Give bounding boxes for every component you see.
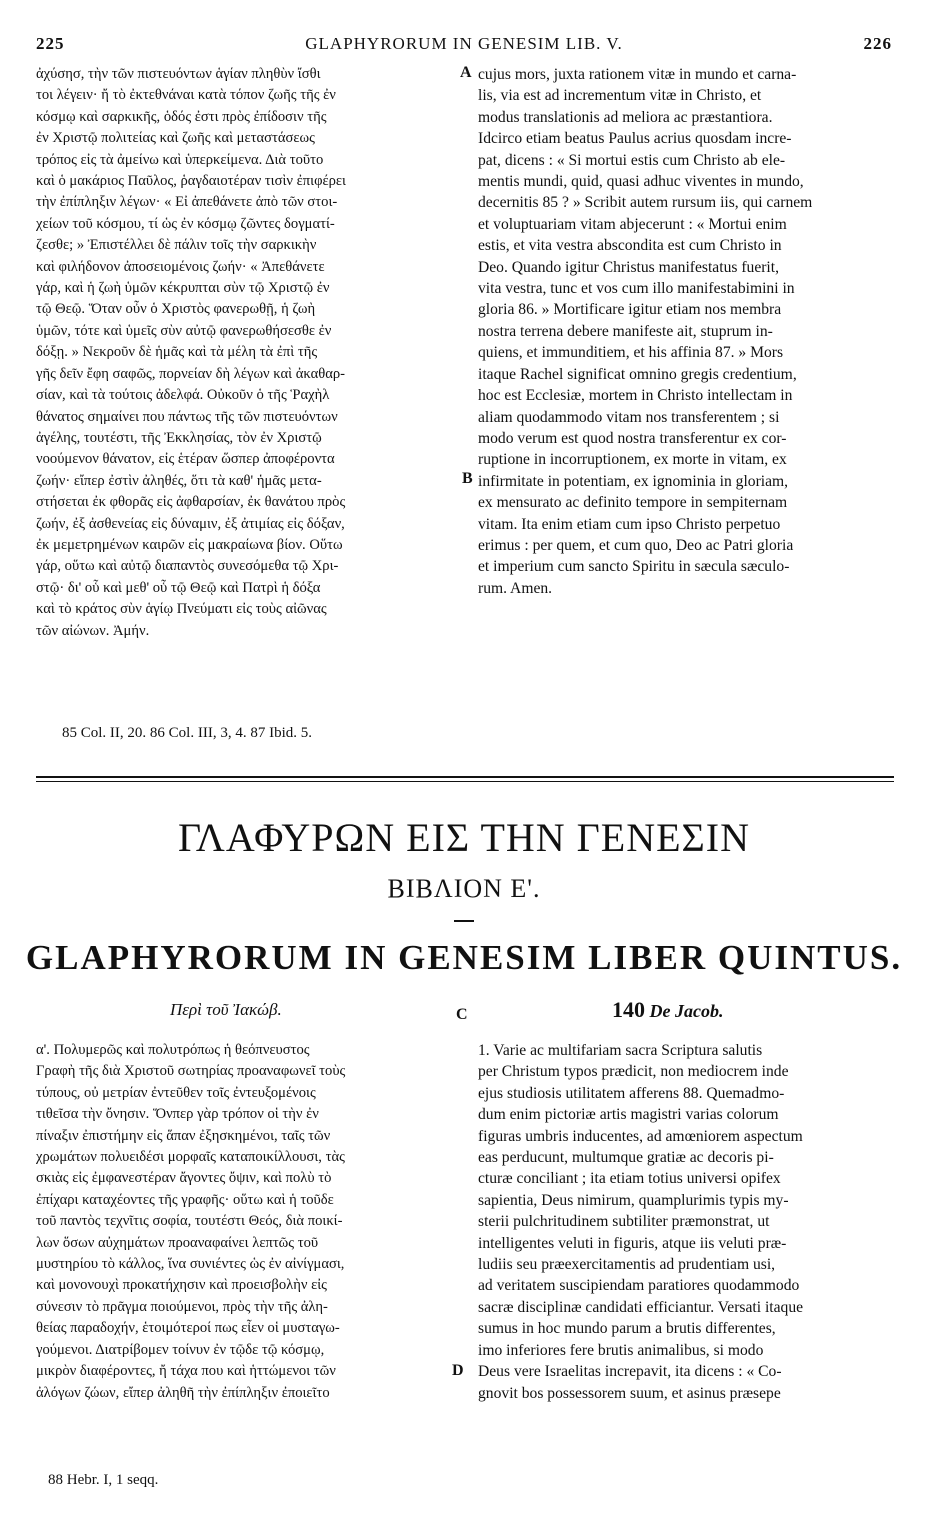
text-line: μυστηρίου τὸ κάλλος, ἵνα συνιέντες ὡς ἐν αἰνίγμασι, — [36, 1256, 345, 1273]
text-line: modo verum est quod nostra transferentur ex cor- — [478, 429, 787, 447]
text-line: δόξῃ. » Νεκροῦν δὲ ἡμᾶς καὶ τὰ μέλη τὰ ἐπὶ τῆς — [36, 344, 318, 361]
text-line: ζωήν· εἴπερ ἐστὶν ἀληθές, ὅτι τὰ καθ' ἡμᾶς μετα- — [36, 472, 322, 489]
text-line: dum enim pictoriæ artis magistri varias colorum — [478, 1106, 779, 1124]
text-line: θάνατος σημαίνει που πάντως τῆς τῶν πιστευόντων — [36, 408, 338, 425]
margin-marker-d: D — [452, 1362, 464, 1379]
text-line: σκιὰς εἰς ἐμφανεστέραν ἄγοντες ὄψιν, καὶ πολὺ τὸ — [36, 1170, 332, 1187]
text-line: τρόπος εἰς τὰ ἀμείνω καὶ ὑπερκείμενα. Διὰ τοῦτο — [36, 151, 324, 168]
text-line: intelligentes veluti in figuris, atque iis veluti præ- — [478, 1234, 787, 1252]
text-line: ἀλόγων ζώων, εἴπερ ἀληθῆ τὴν ἐπίπληξιν ἐποιεῖτο — [36, 1384, 330, 1401]
text-line: gloria 86. » Mortificare igitur etiam nos membra — [478, 301, 782, 319]
text-line: ζεσθε; » Ἐπιστέλλει δὲ πάλιν τοῖς τὴν σαρκικὴν — [36, 237, 317, 254]
margin-marker-a: A — [460, 64, 472, 81]
text-line: μικρὸν διαφέροντες, ἤ τάχα που καὶ ἡττώμενοι τῶν — [36, 1363, 336, 1380]
latin-section-heading — [612, 997, 723, 1023]
latin-title: GLAPHYRORUM IN GENESIM LIBER QUINTUS. — [25, 938, 903, 977]
text-line: καὶ φιλήδονον ἀποσειομένοις ζωήν· « Ἀπεθάνετε — [36, 258, 325, 275]
text-line: vitam. Ita enim etiam cum ipso Christo perpetuo — [478, 515, 781, 533]
text-line: lis, via est ad incrementum vitæ in Christo, et — [478, 87, 762, 105]
text-line: aliam quodammodo vitam nos transferentem ; si — [478, 408, 780, 426]
text-line: Deo. Quando igitur Christus manifestatus fuerit, — [478, 258, 779, 276]
text-line: figuras umbris inducentes, ad amœniorem aspectum — [478, 1127, 803, 1145]
text-line: καὶ τὸ κράτος σὺν ἁγίῳ Πνεύματι εἰς τοὺς αἰῶνας — [36, 601, 327, 618]
text-line: hoc est Ecclesiæ, mortem in Christo intellectam in — [478, 387, 793, 405]
text-line: cturæ conciliant ; ita etiam totius universi opifex — [478, 1170, 781, 1188]
margin-marker-b: B — [462, 470, 473, 487]
text-line: decernitis 85 ? » Scribit autem rursum iis, qui carnem — [478, 194, 813, 212]
divider-rule-thin — [36, 781, 894, 782]
text-line: ex mensurato ac definito tempore in sempiternam — [478, 494, 788, 512]
text-line: pat, dicens : « Si mortui estis cum Christo ab ele- — [478, 151, 786, 169]
text-line: λων ὅσων αὐχημάτων προαναφαίνει λεπτῶς τοῦ — [36, 1234, 319, 1251]
text-line: ἀγέλης, τουτέστι, τῆς Ἐκκλησίας, τὸν ἐν Χριστῷ — [36, 429, 322, 446]
text-line: γάρ, οὕτω καὶ αὐτῷ διαπαντὸς συνεσόμεθα τῷ Χρι- — [36, 558, 339, 575]
page-number-left: 225 — [36, 34, 65, 53]
text-line: καὶ μονονουχὶ προκατήχησιν καὶ προεισβολὴν εἰς — [36, 1277, 327, 1294]
text-line: χείων τοῦ κόσμου, τί ὡς ἐν κόσμῳ ζῶντες δογματί- — [36, 215, 335, 232]
text-line: γούμενοι. Διατρίβομεν τοίνυν ἐν τῷδε τῷ κόσμῳ, — [36, 1341, 325, 1358]
top-latin-column — [478, 64, 892, 599]
text-line: nostra terrena debere manifeste ait, stuprum in- — [478, 322, 773, 340]
text-line: σύνεσιν τὸ πρᾶγμα ποιούμενοι, πρὸς τὴν τῆς ἀλη- — [36, 1298, 328, 1315]
text-line: sacræ disciplinæ candidati efficiantur. Versati itaque — [478, 1298, 804, 1316]
greek-title: ΓΛΑΦΥΡΩΝ ΕΙΣ ΤΗΝ ΓΕΝΕΣΙΝ — [177, 815, 751, 860]
text-line: vita vestra, tunc et vos cum illo manifestabimini in — [478, 280, 795, 298]
text-line: ad veritatem suscipiendam paratiores quodammodo — [478, 1277, 800, 1295]
divider-rule — [36, 776, 894, 778]
text-line: erimus : per quem, et cum quo, Deo ac Patri gloria — [478, 536, 794, 554]
text-line: ὑμῶν, τότε καὶ ὑμεῖς σὺν αὐτῷ φανερωθήσεσθε ἐν — [36, 322, 332, 339]
text-line: ruptione in incorruptionem, ex morte in vitam, ex — [478, 451, 787, 469]
bottom-footnote: 88 Hebr. I, 1 seqq. — [48, 1472, 159, 1488]
text-line: σίαν, καὶ τὰ τούτοις ἀδελφά. Οὐκοῦν ὁ τῆς Ῥαχὴλ — [36, 387, 330, 404]
greek-book-title: ΒΙΒΛΙΟΝ Ε'. — [387, 874, 541, 903]
title-dash — [454, 920, 474, 922]
text-line: γῆς δεῖν ἔφη σαφῶς, πορνείαν δὴ λέγων καὶ ἀκαθαρ- — [36, 365, 346, 382]
text-line: Γραφὴ τῆς διὰ Χριστοῦ σωτηρίας προαναφωνεῖ τοὺς — [36, 1063, 346, 1080]
text-line: et imperium cum sancto Spiritu in sæcula sæculo- — [478, 558, 790, 576]
text-line: ζωήν, ἐξ ἀσθενείας εἰς δύναμιν, ἐξ ἀτιμίας εἰς δόξαν, — [36, 515, 345, 532]
text-line: rum. Amen. — [478, 579, 553, 597]
text-line: gnovit bos possessorem suum, et asinus præsepe — [478, 1384, 781, 1402]
text-line: ἐπίχαρι καταχέοντες τῆς γραφῆς· οὕτω καὶ ἡ τοῦδε — [36, 1191, 334, 1208]
text-line: ἐν Χριστῷ πολιτείας καὶ ζωῆς καὶ μεταστάσεως — [36, 130, 315, 147]
text-line: γάρ, καὶ ἡ ζωὴ ὑμῶν κέκρυπται σὺν τῷ Χριστῷ ἐν — [36, 280, 330, 297]
text-line: τῶν αἰώνων. Ἀμήν. — [36, 622, 150, 639]
bottom-greek-column — [36, 1040, 446, 1404]
text-line: τύπους, οὐ μετρίαν ἐντεῦθεν τοῖς ἐντευξομένοις — [36, 1084, 316, 1101]
text-line: ἀχύσησ, τὴν τῶν πιστευόντων ἁγίαν πληθὺν ἴσθι — [36, 66, 321, 82]
text-line: κόσμῳ καὶ σαρκικῆς, ὁδός ἐστι πρὸς ἐπίδοσιν τῆς — [36, 108, 327, 125]
running-header — [36, 34, 892, 56]
margin-marker-c: C — [456, 1006, 468, 1023]
text-line: νοούμενον θάνατον, εἰς ἑτέραν ὥσπερ ἀποφέροντα — [36, 451, 335, 468]
text-line: modus translationis ad meliora ac præstantiora. — [478, 108, 773, 126]
text-line: τῷ Θεῷ. Ὅταν οὖν ὁ Χριστὸς φανερωθῇ, ἡ ζωὴ — [36, 301, 316, 318]
latin-heading-text: De Jacob. — [649, 1001, 724, 1021]
text-line: τοῦ παντὸς τεχνῖτις σοφία, τουτέστι Θεός, διὰ ποικί- — [36, 1213, 343, 1230]
text-line: θείας παραδοχήν, ἑτοιμότεροί πως εἶεν οἱ μυσταγω- — [36, 1320, 340, 1337]
text-line: τὴν ἐπίπληξιν λέγων· « Εἰ ἀπεθάνετε ἀπὸ τῶν στοι- — [36, 194, 338, 211]
text-line: imo inferiores fere brutis animalibus, si modo — [478, 1341, 764, 1359]
text-line: 1. Varie ac multifariam sacra Scriptura salutis — [478, 1042, 763, 1059]
text-line: estis, et vita vestra abscondita est cum Christo in — [478, 237, 782, 255]
column-number: 140 — [612, 997, 645, 1022]
running-title: GLAPHYRORUM IN GENESIM LIB. V. — [305, 34, 623, 53]
page-number-right: 226 — [863, 34, 892, 53]
text-line: τοι λέγειν· ἤ τὸ ἐκτεθνάναι κατὰ τόπον ζωῆς τῆς ἐν — [36, 87, 336, 104]
text-line: πίναξιν ἐπιστήμην εἰς ἅπαν ἐξησκημένοι, ταῖς τῶν — [36, 1127, 331, 1144]
text-line: cujus mors, juxta rationem vitæ in mundo et carna- — [478, 66, 797, 83]
text-line: καὶ ὁ μακάριος Παῦλος, ῥαγδαιοτέραν τισὶν ἐπιφέρει — [36, 173, 346, 190]
text-line: sumus in hoc mundo parum a brutis differentes, — [478, 1320, 776, 1338]
text-line: eas perducunt, multumque gratiæ ac decoris pi- — [478, 1149, 774, 1167]
text-line: et voluptuariam vitam abjecerunt : « Mortui enim — [478, 215, 787, 233]
text-line: itaque Rachel significat omnino gregis credentium, — [478, 365, 797, 383]
text-line: α'. Πολυμερῶς καὶ πολυτρόπως ἡ θεόπνευστος — [36, 1042, 310, 1058]
text-line: τιθεῖσα τὴν ὄνησιν. Ὅνπερ γὰρ τρόπον οἱ τὴν ἐν — [36, 1106, 319, 1123]
text-line: quiens, et immunditiem, et his affinia 87. » Mors — [478, 344, 784, 362]
text-line: sterii pulchritudinem subtiliter præmonstrat, ut — [478, 1213, 770, 1231]
text-line: sapientia, Deus nimirum, quamplurimis typis my- — [478, 1191, 789, 1209]
bottom-latin-column — [478, 1040, 892, 1404]
text-line: στήσεται ἐκ φθορᾶς εἰς ἀφθαρσίαν, ἐκ θανάτου πρὸς — [36, 494, 346, 511]
text-line: χρωμάτων πολυειδέσι μορφαῖς καταποικίλλουσι, τὰς — [36, 1149, 345, 1166]
greek-section-heading: Περὶ τοῦ Ἰακώβ. — [170, 1000, 282, 1019]
text-line: Idcirco etiam beatus Paulus acrius quosdam incre- — [478, 130, 792, 148]
text-line: Deus vere Israelitas increpavit, ita dicens : « Co- — [478, 1363, 782, 1381]
text-line: infirmitate in potentiam, ex ignominia in gloriam, — [478, 472, 789, 490]
text-line: στῷ· δι' οὗ καὶ μεθ' οὗ τῷ Θεῷ καὶ Πατρὶ ἡ δόξα — [36, 579, 321, 596]
text-line: ἐκ μεμετρημένων καιρῶν εἰς μακραίωνα βίον. Οὕτω — [36, 536, 343, 553]
text-line: ludiis seu præexercitamentis ad prudentiam usi, — [478, 1256, 776, 1274]
text-line: ejus studiosis utilitatem afferens 88. Quemadmo- — [478, 1084, 785, 1102]
text-line: mentis mundi, quid, quasi adhuc viventes in mundo, — [478, 173, 804, 191]
top-footnotes: 85 Col. II, 20. 86 Col. III, 3, 4. 87 Ibid. 5. — [62, 725, 312, 741]
top-greek-column — [36, 64, 456, 642]
text-line: per Christum typos prædicit, non mediocrem inde — [478, 1063, 789, 1081]
